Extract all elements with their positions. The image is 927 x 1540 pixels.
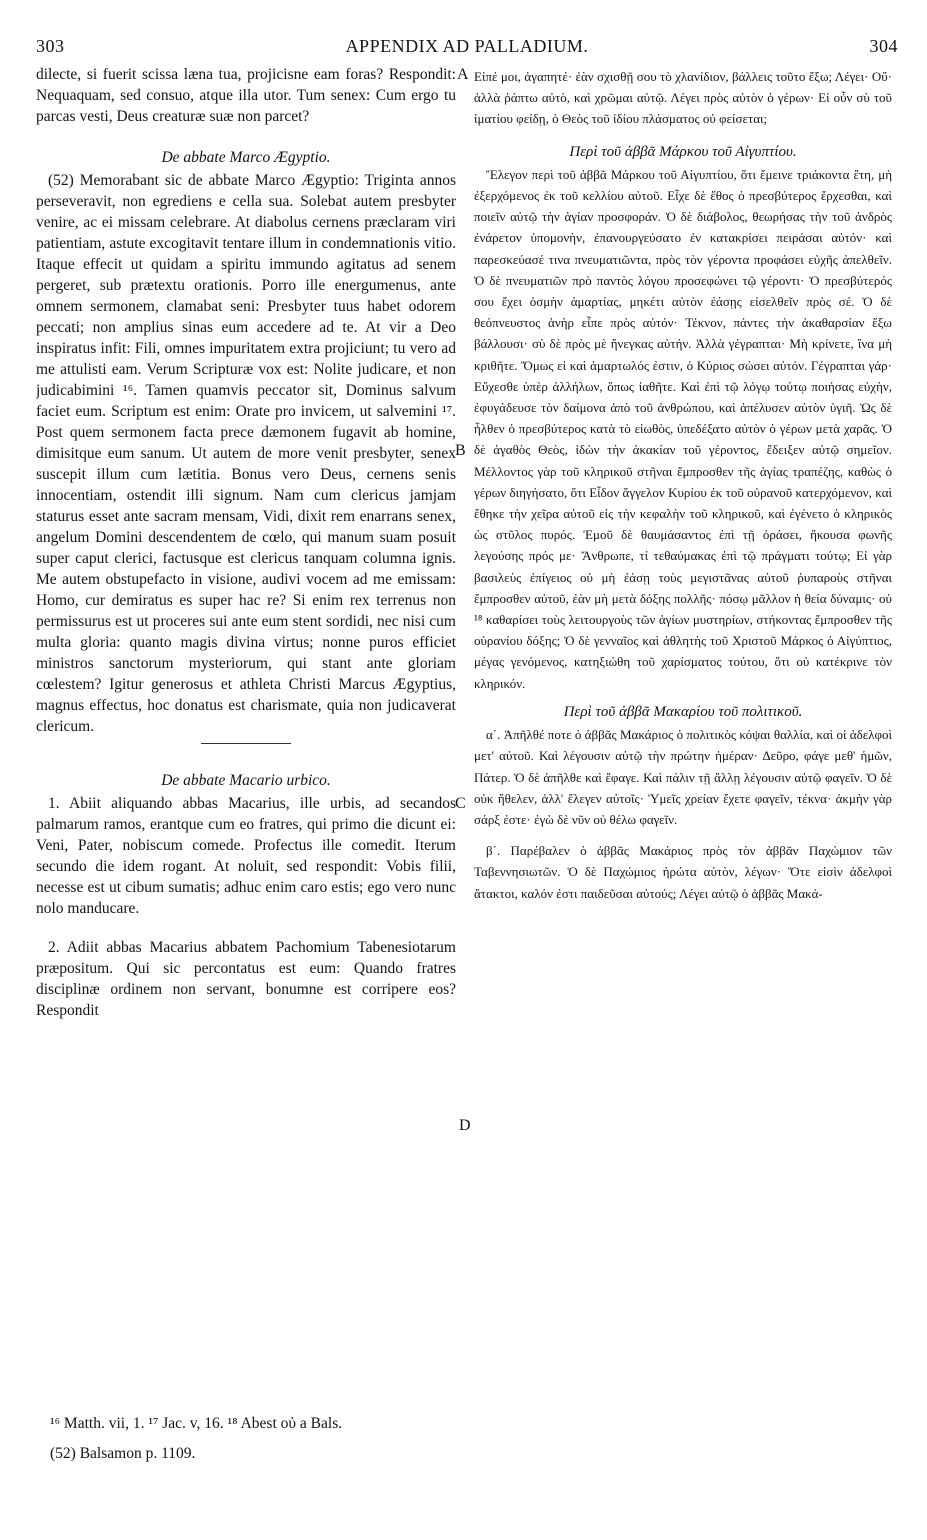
latin-paragraph-marco: (52) Memorabant sic de abbate Marco Ægyptio: Triginta annos perseveravit, non egrediens e cella sua. Solebat autem presbyter venire, ac ei missam celebrare. At diabolus cernens præclaram viri patientiam, astute excogitavit tentare illum in condemnationis vitio. Itaque effecit ut quidam a spiritu immundo agitatus ad senem pergeret, sub prætextu orationis. Porro ille energumenus, ante omnem sermonem, clamabat seni: Presbyter tuus habet odorem peccati; non amplius sinas eum accedere ad te. At vir a Deo inspiratus infit: Fili, omnes impuritatem extra projiciunt; tu vero ad me attulisti eam. Verum Scripturæ vox est: Nolite judicare, et non judicabimini ¹⁶. Tamen quamvis peccator sit, Dominus salvum faciet eum. Scriptum est enim: Orate pro invicem, ut salvemini ¹⁷. Post quem sermonem facta prece dæmonem fugavit ab homine, dimisitque eum sanum. Ut autem de more venit presbyter, senex suscepit illum cum lætitia. Bonus vero Deus, cernens senis innocentiam, ostendit illi signum. Nam cum clericus jamjam staturus esset ante sacram mensam, Vidi, dixit rem enarrans senex, angelum Domini descendentem de cœlo, qui manum suam posuit super caput clerici, factusque est clericus tanquam columna ignis. Me autem obstupefacto in visione, audivi vocem ad me emissam: Homo, cur demiratus es super hac re? Si enim rex terrenus non permissurus est ut proceres sui ante eum stent sordidi, nec nisi cum multa gloria: quanto magis divina virtus; nonne puros efficiet ministros sanctorum mysteriorum, qui stant ante gloriam cœlestem? Igitur generosus et athleta Christi Marcus Ægyptius, magnus effectus, hoc donatus est charismate, quia non judicaverat clericum.: [36, 172, 456, 735]
greek-paragraph-macario-2: β΄. Παρέβαλεν ὁ ἀββᾶς Μακάριος πρὸς τὸν ἀββᾶν Παχώμιον τῶν Ταβεννησιωτῶν. Ὁ δὲ Παχώμιος ἠρώτα αὐτὸν, λέγων· Ὅτε εἰσὶν ἀδελφοὶ ἄτακτοι, καλόν ἐστι παιδεῦσαι αὐτούς; Λέγει αὐτῷ ὁ ἀββᾶς Μακά-: [474, 843, 892, 901]
margin-marker-d: D: [459, 1117, 471, 1134]
greek-heading-macario: Περὶ τοῦ ἀββᾶ Μακαρίου τοῦ πολιτικοῦ.: [563, 703, 803, 720]
greek-paragraph-macario-1: α΄. Ἀπῆλθέ ποτε ὁ ἀββᾶς Μακάριος ὁ πολιτικὸς κόψαι θαλλία, καὶ οἱ ἀδελφοὶ μετ' αὐτοῦ. Καὶ λέγουσιν αὐτῷ τὴν πρώτην ἡμέραν· Δεῦρο, φάγε μεθ' ἡμῶν, Πάτερ. Ὁ δὲ ἀπῆλθε καὶ ἔφαγε. Καὶ πάλιν τῇ ἄλλῃ λέγουσιν αὐτῷ φαγεῖν. Ὁ δὲ οὐκ ἤθελεν, ἀλλ' ἔλεγεν αὐτοῖς· Ὑμεῖς χρείαν ἔχετε φαγεῖν, τέκνα· ἀκμὴν γὰρ σάρξ ἐστε· ἐγὼ δὲ νῦν οὐ θέλω φαγεῖν.: [474, 727, 892, 827]
greek-column: [474, 66, 892, 904]
footnote-line-2: (52) Balsamon p. 1109.: [50, 1445, 196, 1462]
page-header: [36, 36, 898, 62]
margin-marker-b: B: [455, 442, 466, 459]
section-divider: [201, 743, 291, 744]
footnote-line-1: ¹⁶ Matth. vii, 1. ¹⁷ Jac. v, 16. ¹⁸ Abest οὐ a Bals.: [50, 1415, 343, 1432]
latin-paragraph-macario-1: 1. Abiit aliquando abbas Macarius, ille urbis, ad secandos palmarum ramos, erantque cum eo fratres, qui primo die dicunt ei: Veni, Pater, nobiscum comede. Profectus ille comedit. Iterum secundo die idem rogant. At noluit, sed respondit: Vobis filii, necesse est ut cibum sumatis; adhuc enim caro estis; ego vero nunc nolo manducare.: [36, 795, 456, 917]
running-title: APPENDIX AD PALLADIUM.: [345, 36, 589, 56]
latin-heading-marco: De abbate Marco Ægyptio.: [161, 149, 331, 166]
margin-marker-c: C: [455, 795, 466, 812]
latin-heading-macario: De abbate Macario urbico.: [161, 772, 331, 789]
footnotes: [50, 1409, 530, 1469]
greek-intro: Εἰπέ μοι, ἀγαπητέ· ἐὰν σχισθῇ σου τὸ χλανίδιον, βάλλεις τοῦτο ἔξω; Λέγει· Οὔ· ἀλλὰ ῥάπτω αὐτὸ, καὶ χρῶμαι αὐτῷ. Λέγει πρὸς αὐτὸν ὁ γέρων· Εἰ οὖν σὺ τοῦ ἱματίου φείδῃ, ὁ Θεὸς τοῦ ἰδίου πλάσματος οὐ φείσεται;: [474, 69, 892, 127]
greek-paragraph-marco: Ἔλεγον περὶ τοῦ ἀββᾶ Μάρκου τοῦ Αἰγυπτίου, ὅτι ἔμεινε τριάκοντα ἔτη, μὴ ἐξερχόμενος ἐκ τοῦ κελλίου αὐτοῦ. Εἶχε δὲ ἔθος ὁ πρεσβύτερος ἔρχεσθαι, καὶ ποιεῖν αὐτῷ τὴν ἁγίαν προσφοράν. Ὁ δὲ διάβολος, θεωρήσας τὴν τοῦ ἀνδρὸς ἐνάρετον ὑπομονὴν, ἐπανουργεύσατο ἐν κατακρίσει πειράσαι αὐτόν· καὶ παρεσκεύασέ τινα πνευματιῶντα, πρὸς τὸν γέροντα προφάσει εὐχῆς ἀπελθεῖν. Ὁ δὲ πνευματιῶν πρὸ παντὸς λόγου προσεφώνει τῷ γέροντι· Ὁ πρεσβύτερός σου ἔχει ὀσμὴν ἁμαρτίας, μηκέτι αὐτὸν ἐάσῃς εἰσελθεῖν πρὸς σέ. Ὁ δὲ θεόπνευστος ἀνὴρ εἶπε πρὸς αὐτόν· Τέκνον, πάντες τὴν ἀκαθαρσίαν ἔξω βάλλουσι· σὺ δὲ πρὸς μὲ ἤνεγκας αὐτήν. Ἀλλὰ γέγραπται· Μὴ κρίνετε, ἵνα μὴ κριθῆτε. Ὅμως εἰ καὶ ἁμαρτωλός ἐστιν, ὁ Κύριος σώσει αὐτόν. Γέγραπται γάρ· Εὔχεσθε ὑπὲρ ἀλλήλων, ὅπως ἰαθῆτε. Καὶ ἐπὶ τῷ λόγῳ τούτῳ ποιήσας εὐχὴν, ἐφυγάδευσε τὸν δαίμονα ἀπὸ τοῦ ἀνθρώπου, καὶ ἀπέλυσεν αὐτὸν ὑγιῆ. Ὡς δὲ ἦλθεν ὁ πρεσβύτερος κατὰ τὸ εἰωθὸς, ὑπεδέξατο αὐτὸν ὁ γέρων μετὰ χαρᾶς. Ὁ δὲ ἀγαθὸς Θεὸς, ἰδὼν τὴν ἀκακίαν τοῦ γέροντος, ἔδειξεν αὐτῷ σημεῖον. Μέλλοντος γὰρ τοῦ κληρικοῦ στῆναι ἔμπροσθεν τῆς ἁγίας τραπέζης, καθὼς ὁ γέρων διηγήσατο, ὅτι Εἶδον ἄγγελον Κυρίου ἐκ τοῦ οὐρανοῦ κατερχόμενον, καὶ ἔθηκε τὴν χεῖρα αὐτοῦ εἰς τὴν κεφαλὴν τοῦ κληρικοῦ, καὶ ἐγένετο ὁ κληρικὸς ὡς στῦλος πυρός. Ἐμοῦ δὲ θαυμάσαντος ἐπὶ τῇ ὁράσει, ἤκουσα φωνῆς λεγούσης πρός με· Ἄνθρωπε, τί τεθαύμακας ἐπὶ τῷ πράγματι τούτῳ; Εἰ γὰρ βασιλεὺς ἐπίγειος οὐ μὴ ἐάσῃ τοὺς μεγιστᾶνας αὐτοῦ ῥυπαροὺς στῆναι ἔμπροσθεν αὐτοῦ, ἐὰν μὴ μετὰ δόξης πολλῆς· πόσῳ μᾶλλον ἡ θεία δύναμις· οὐ ¹⁸ καθαρίσει τοὺς λειτουργοὺς τῶν ἁγίων μυστηρίων, στήκοντας ἔμπροσθεν τῆς οὐρανίου δόξης; Ὁ δὲ γενναῖος καὶ ἀθλητὴς τοῦ Χριστοῦ Μάρκος ὁ Αἰγύπτιος, μέγας γενόμενος, κατηξιώθη τοῦ χαρίσματος τούτου, ὅτι οὐ κατέκρινε τὸν κληρικόν.: [474, 166, 892, 691]
margin-marker-a: A: [457, 66, 469, 83]
greek-heading-marco: Περὶ τοῦ ἀββᾶ Μάρκου τοῦ Αἰγυπτίου.: [569, 143, 797, 160]
latin-column: [36, 64, 456, 1021]
page-number-left: 303: [36, 36, 65, 56]
latin-intro: dilecte, si fuerit scissa læna tua, projicisne eam foras? Respondit: Nequaquam, sed consuo, atque illa utor. Tum senex: Cum ergo tu parcas vesti, Deus creaturæ suæ non parcet?: [36, 66, 456, 125]
page-number-right: 304: [869, 36, 898, 56]
latin-paragraph-macario-2: 2. Adiit abbas Macarius abbatem Pachomium Tabenesiotarum præpositum. Qui sic percontatus est eum: Quando fratres disciplinæ ordinem non servant, bonumne est corripere eos? Respondit: [36, 939, 456, 1019]
